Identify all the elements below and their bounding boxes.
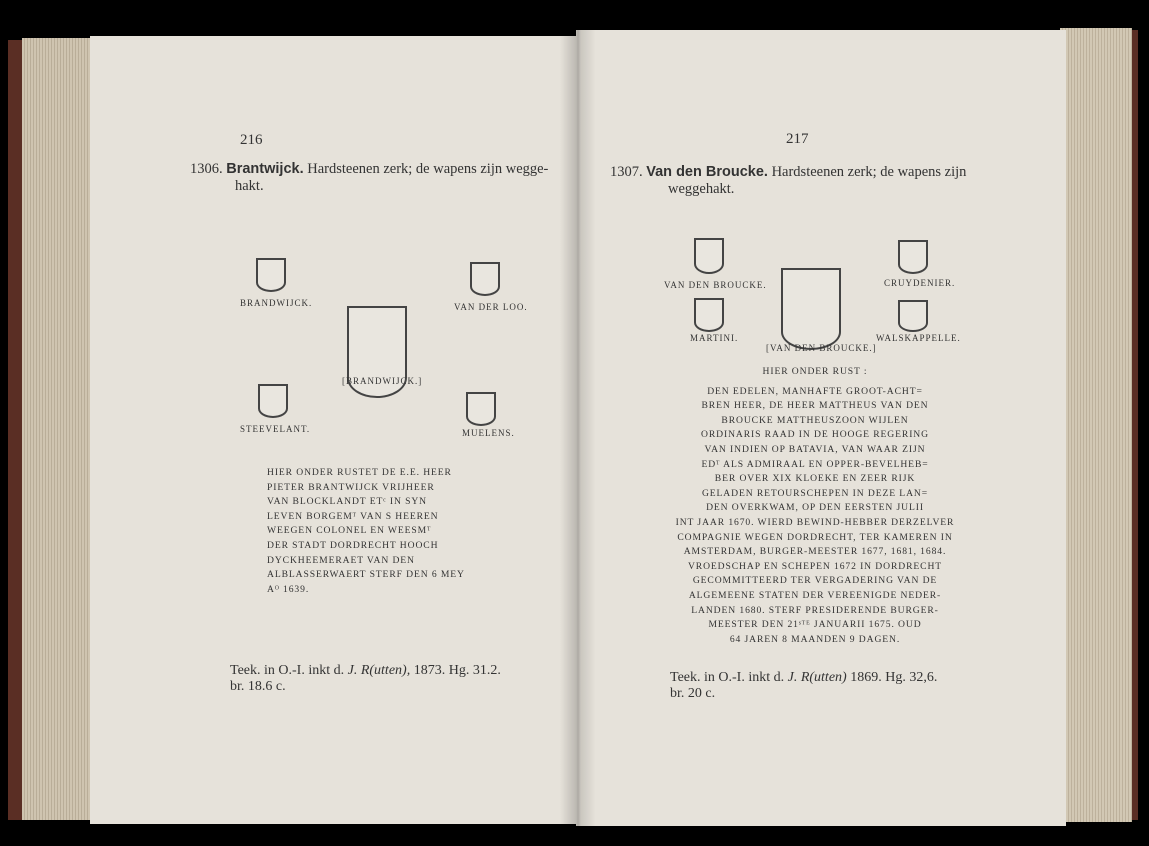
book-gutter: [560, 30, 596, 826]
entry-description-cont: hakt.: [235, 178, 264, 194]
inscription-line: HIER ONDER RUST :: [762, 366, 868, 377]
shield-caption: [BRANDWIJCK.]: [342, 376, 423, 386]
inscription-line: VAN INDIEN OP BATAVIA, VAN WAAR ZIJN: [704, 443, 926, 455]
inscription-line: ORDINARIS RAAD IN DE HOOGE REGERING: [701, 429, 929, 441]
footnote-dimensions: 1873. Hg. 31.2.: [413, 663, 501, 678]
shield-caption: MUELENS.: [462, 428, 515, 438]
entry-heading: [190, 161, 550, 195]
inscription-line: LANDEN 1680. STERF PRESIDERENDE BURGER-: [691, 604, 939, 616]
inscription-line: DEN OVERKWAM, OP DEN EERSTEN JULII: [706, 502, 924, 514]
inscription-line: BROUCKE MATTHEUSZOON WIJLEN: [721, 414, 909, 426]
footnote-author: J. R(utten): [787, 670, 847, 685]
entry-name: Brantwijck.: [226, 161, 304, 177]
shield-caption: WALSKAPPELLE.: [876, 333, 961, 343]
entry-number: 1307.: [610, 164, 643, 180]
inscription-line: DEN EDELEN, MANHAFTE GROOT-ACHT=: [707, 385, 923, 397]
inscription-line: ALGEMEENE STATEN DER VEREENIGDE NEDER-: [688, 589, 942, 601]
inscription-line: ALBLASSERWAERT STERF DEN 6 MEY: [267, 569, 465, 581]
left-page: [90, 36, 576, 824]
coat-of-arms-shield: [258, 384, 288, 418]
footnote-author: J. R(utten),: [347, 663, 411, 678]
entry-description: Hardsteenen zerk; de wapens zijn wegge-: [307, 161, 549, 177]
inscription-line: MEESTER DEN 21ˢᵀᴱ JANUARII 1675. OUD: [708, 619, 922, 631]
inscription-line: GELADEN RETOURSCHEPEN IN DEZE LAN=: [701, 487, 929, 499]
footnote-width: br. 20 c.: [670, 686, 716, 701]
shield-caption: BRANDWIJCK.: [240, 298, 313, 308]
inscription-line: COMPAGNIE WEGEN DORDRECHT, TER KAMEREN IN: [677, 531, 953, 543]
inscription-line: HIER ONDER RUSTET DE E.E. HEER: [267, 467, 452, 478]
inscription-text: [267, 466, 465, 597]
footnote-text: Teek. in O.-I. inkt d.: [670, 670, 785, 685]
coat-of-arms-shield: [256, 258, 286, 292]
footnote-text: Teek. in O.-I. inkt d.: [230, 663, 345, 678]
inscription-text: [650, 365, 980, 647]
page-number: 216: [240, 132, 263, 148]
inscription-line: WEEGEN COLONEL EN WEESMᵀ: [267, 525, 432, 537]
shield-caption: VAN DEN BROUCKE.: [664, 280, 767, 290]
inscription-line: Aᴼ 1639.: [267, 583, 310, 595]
entry-number: 1306.: [190, 161, 223, 177]
inscription-line: EDᵀ ALS ADMIRAAL EN OPPER-BEVELHEB=: [701, 458, 929, 470]
footnote: [670, 670, 937, 702]
coat-of-arms-shield: [898, 240, 928, 274]
shield-caption: STEEVELANT.: [240, 424, 311, 434]
footnote-width: br. 18.6 c.: [230, 679, 286, 694]
entry-heading: [610, 164, 1030, 198]
footnote-dimensions: 1869. Hg. 32,6.: [850, 670, 938, 685]
right-page: [576, 30, 1066, 826]
footnote: [230, 663, 501, 695]
coat-of-arms-shield: [470, 262, 500, 296]
inscription-line: INT JAAR 1670. WIERD BEWIND-HEBBER DERZELVER: [675, 516, 955, 528]
page-number: 217: [786, 131, 809, 147]
right-page-edges: [1060, 28, 1132, 822]
inscription-line: VAN BLOCKLANDT ETᶜ IN SYN: [267, 496, 427, 508]
shield-caption: CRUYDENIER.: [884, 278, 956, 288]
entry-description-cont: weggehakt.: [668, 181, 735, 197]
inscription-line: VROEDSCHAP EN SCHEPEN 1672 IN DORDRECHT: [687, 560, 943, 572]
inscription-line: BER OVER XIX KLOEKE EN ZEER RIJK: [714, 473, 916, 485]
inscription-line: LEVEN BORGEMᵀ VAN S HEEREN: [267, 510, 439, 522]
inscription-line: DER STADT DORDRECHT HOOCH: [267, 539, 439, 551]
inscription-line: GECOMMITTEERD TER VERGADERING VAN DE: [692, 575, 938, 587]
inscription-line: 64 JAREN 8 MAANDEN 9 DAGEN.: [729, 633, 901, 645]
coat-of-arms-shield: [694, 238, 724, 274]
coat-of-arms-shield: [466, 392, 496, 426]
inscription-line: PIETER BRANTWIJCK VRIJHEER: [267, 481, 435, 493]
coat-of-arms-shield-large: [781, 268, 841, 350]
coat-of-arms-shield: [898, 300, 928, 332]
inscription-line: BREN HEER, DE HEER MATTHEUS VAN DEN: [701, 400, 929, 412]
coat-of-arms-shield: [694, 298, 724, 332]
shield-caption: VAN DER LOO.: [454, 302, 528, 312]
entry-name: Van den Broucke.: [646, 164, 768, 180]
inscription-line: AMSTERDAM, BURGER-MEESTER 1677, 1681, 1684.: [683, 546, 947, 558]
inscription-line: DYCKHEEMERAET VAN DEN: [267, 554, 415, 566]
shield-caption: [VAN DEN BROUCKE.]: [766, 343, 877, 353]
shield-caption: MARTINI.: [690, 333, 739, 343]
entry-description: Hardsteenen zerk; de wapens zijn: [771, 164, 967, 180]
